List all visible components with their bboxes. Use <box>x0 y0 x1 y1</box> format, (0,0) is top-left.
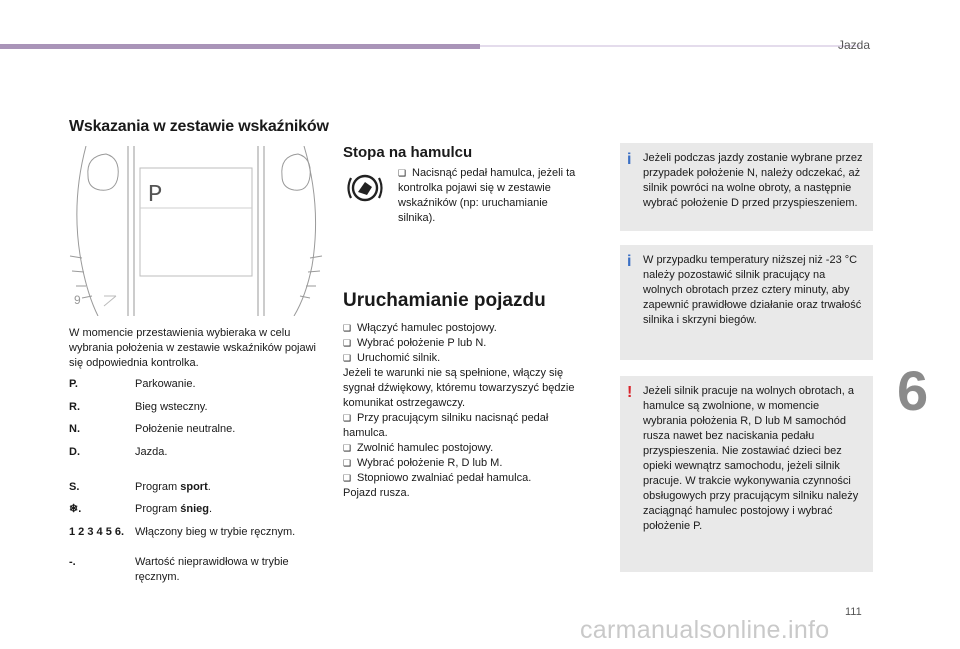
legend-value: Program śnieg. <box>135 503 213 515</box>
legend-key-snowflake: ❄. <box>69 503 82 515</box>
heading-stopa-na-hamulcu: Stopa na hamulcu <box>343 144 473 161</box>
watermark: carmanualsonline.info <box>580 616 830 644</box>
gear-display-letter: P <box>148 182 163 209</box>
warning-note-creep <box>620 376 873 572</box>
step-item: ❑ Włączyć hamulec postojowy. <box>343 322 497 334</box>
legend-value: Program sport. <box>135 481 211 493</box>
page-number: 111 <box>845 606 862 618</box>
gauge-digit: 9 <box>74 293 81 307</box>
info-icon: i <box>627 253 632 270</box>
info-note-temperature <box>620 245 873 360</box>
section-title: Wskazania w zestawie wskaźników <box>69 118 329 135</box>
legend-key: P. <box>69 378 78 390</box>
note-text: Jeżeli silnik pracuje na wolnych obrotach, a hamulce są zwolnione, w momencie wybrania położenia R, D lub M samochód rusza nawet bez naciskania pedału przyspieszenia. Nie zostawiać dzieci bez opieki wewnątrz samochodu, jeżeli silnik pracuje. W trakcie wykonywania czynności obsługowych przy pracującym silniku należy zaciągnąć hamulec postojowy i wybrać położenie P. <box>643 385 859 532</box>
legend-value: Położenie neutralne. <box>135 423 236 435</box>
start-steps <box>343 321 593 501</box>
legend-key: 1 2 3 4 5 6. <box>69 526 125 538</box>
step-note: Pojazd rusza. <box>343 487 410 499</box>
top-accent-bar <box>0 44 480 49</box>
legend-key: -. <box>69 556 76 568</box>
step-item: ❑ Wybrać położenie R, D lub M. <box>343 457 503 469</box>
step-item: ❑ Zwolnić hamulec postojowy. <box>343 442 494 454</box>
info-note-neutral <box>620 143 873 231</box>
step-item: ❑ Uruchomić silnik. <box>343 352 441 364</box>
warning-icon: ! <box>627 384 633 401</box>
info-icon: i <box>627 151 632 168</box>
legend-value: Jazda. <box>135 446 168 458</box>
legend-value: Włączony bieg w trybie ręcznym. <box>135 526 296 538</box>
chapter-title: Jazda <box>838 38 871 52</box>
heading-uruchamianie-pojazdu: Uruchamianie pojazdu <box>343 290 546 311</box>
instrument-cluster-illustration <box>68 146 324 316</box>
legend-value: Wartość nieprawidłowa w trybie ręcznym. <box>135 556 289 583</box>
legend-key: D. <box>69 446 80 458</box>
chapter-number: 6 <box>897 359 929 422</box>
step-item: ❑ Wybrać położenie P lub N. <box>343 337 487 349</box>
step-note: Jeżeli te warunki nie są spełnione, włączy się sygnał dźwiękowy, któremu towarzyszyć będzie komunikat ostrzegawczy. <box>343 367 575 409</box>
step-item: ❑ Stopniowo zwalniać pedał hamulca. <box>343 472 532 484</box>
legend-key: R. <box>69 401 80 413</box>
foot-on-brake-icon <box>345 170 385 206</box>
step-item: ❑ Przy pracującym silniku nacisnąć pedał hamulca. <box>343 412 549 439</box>
note-text: W przypadku temperatury niższej niż -23 °C należy pozostawić silnik pracujący na wolnych obrotach przez cztery minuty, aby zapewnić prawidłowe działanie oraz trwałość silnika i skrzyni biegów. <box>643 254 862 326</box>
legend-key: N. <box>69 423 80 435</box>
top-accent-bar-light <box>480 45 860 47</box>
legend-key: S. <box>69 481 80 493</box>
intro-paragraph: W momencie przestawienia wybieraka w celu wybrania położenia w zestawie wskaźników pojawi się odpowiednia kontrolka. <box>69 327 317 369</box>
stopa-instruction: ❑ Nacisnąć pedał hamulca, jeżeli ta kontrolka pojawi się w zestawie wskaźników (np: uruchamianie silnika). <box>398 167 576 224</box>
legend-value: Bieg wsteczny. <box>135 401 208 413</box>
note-text: Jeżeli podczas jazdy zostanie wybrane przez przypadek położenie N, należy odczekać, aż silnik powróci na wolne obroty, a następnie wybrać położenie D przed przyspieszeniem. <box>643 152 863 209</box>
legend-value: Parkowanie. <box>135 378 196 390</box>
